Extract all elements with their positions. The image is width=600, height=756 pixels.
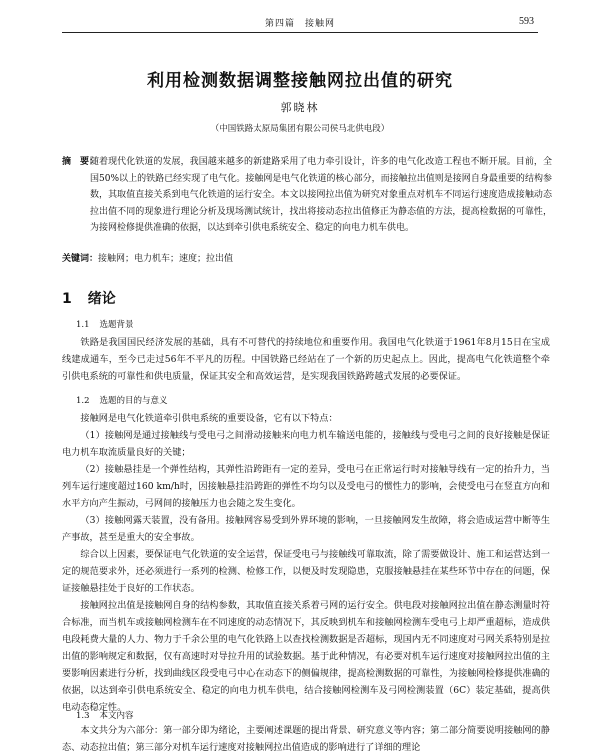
- running-header: [62, 14, 538, 33]
- section-title: 绪论: [87, 291, 116, 307]
- abstract-block: [62, 154, 552, 237]
- subsection-number: 1.3: [76, 711, 90, 721]
- abstract-text: 随着现代化铁道的发展，我国越来越多的新建路采用了电力牵引设计，许多的电气化改造工程也不断开展。目前，全国50%以上的铁路已经实现了电气化。接触网是电气化铁道的核心部分，而接触拉出值则是接网自身最重要的结构参数，其取值直接关系到电气化铁道的运行安全。本文以接网拉出值为研究对象重点对机车不同运行速度造成接触动态拉出值不同的现象进行理论分析及现场测试统计，找出将接动态拉出值修正为静态值的方法，提高检数据的可靠性，为接网检修提供准确的依据，以达到牵引供电系统安全、稳定的向电力机车供电。: [90, 157, 552, 233]
- subsection-title: 本文内容: [99, 711, 134, 721]
- keywords-label: 关键词：: [62, 254, 99, 264]
- body-paragraph: 接触网拉出值是接触网自身的结构参数，其取值直接关系着弓网的运行安全。供电段对接触网拉出值在静态测量时符合标准，而当机车或接触网检测车在不同速度的动态情况下，其反映到机车和接触网检测车受电弓上却严重超标，造成供电段耗费大量的人力、物力于千余公里的电气化铁路上以查找检测数据是否超标，现国内无不同速度对弓网关系特别是拉出值的影响规定和数据，仅有高速时对导拉升用的试验数据。基于此种情况，有必要对机车运行速度对接触网拉出值的主要影响因素进行分析，找到曲线区段受电弓中心在动态下的侧偏规律，提高检测数据的可靠性，为接触网检修提供准确的依据，以达到牵引供电系统安全、稳定的向电力机车供电，结合接触网检测车及弓网检测装置（6C）装定基础，提高供电动态稳定性。: [62, 600, 550, 713]
- subsection-heading-1-1: [76, 318, 134, 330]
- author-affiliation: （中国铁路太原局集团有限公司侯马北供电段）: [210, 124, 390, 134]
- keywords-text: 接触网；电力机车；速度；拉出值: [98, 254, 234, 264]
- subsection-heading-1-2: [76, 394, 168, 406]
- page-number: 593: [519, 16, 534, 27]
- body-paragraph: （1）接触网是通过接触线与受电弓之间滑动接触来向电力机车输送电能的，接触线与受电弓之间的良好接触是保证电力机车取流质量良好的关键；: [62, 430, 550, 458]
- subsection-heading-1-3: [76, 709, 134, 721]
- body-paragraph: 综合以上因素，要保证电气化铁道的安全运营，保证受电弓与接触线可靠取流，除了需要做设计、施工和运营达到一定的规范要求外，还必须进行一系列的检测、检修工作，以便及时发现隐患，克服接触悬挂在某些环节中存在的问题，保证接触悬挂处于良好的工作状态。: [62, 549, 550, 594]
- paragraph-background: [62, 334, 550, 385]
- chapter-label: 第四篇 接触网: [264, 19, 335, 29]
- section-number: 1: [62, 291, 72, 307]
- body-paragraph: 本文共分为六部分：第一部分即为绪论，主要阐述课题的提出背景、研究意义等内容；第二部分简要说明接触网的静态、动态拉出值；第三部分对机车运行速度对接触网拉出值造成的影响进行了详细的理论: [62, 725, 550, 753]
- section-heading: [62, 288, 116, 308]
- subsection-number: 1.2: [76, 396, 90, 406]
- body-paragraph: （2）接触悬挂是一个弹性结构，其弹性沿跨距有一定的差异，受电弓在正常运行时对接触导线有一定的抬升力，当列车运行速度超过160 km/h时，因接触悬挂沿跨距的弹性不均匀以及受电弓的惯性力的影响，会使受电弓在竖直方向和水平方向产生振动，弓网间的接触压力也会随之发生变化。: [62, 464, 550, 509]
- body-paragraph: 铁路是我国国民经济发展的基础，具有不可替代的持续地位和重要作用。我国电气化铁道于1961年8月15日在宝成线建成通车，至今已走过56年不平凡的历程。中国铁路已经站在了一个新的历史起点上。因此，提高电气化铁道整个牵引供电系统的可靠性和供电质量，保证其安全和高效运营，是实现我国铁路跨越式发展的必要保证。: [62, 337, 550, 382]
- paper-title: 利用检测数据调整接触网拉出值的研究: [147, 71, 453, 91]
- subsection-title: 选题的目的与意义: [99, 396, 168, 406]
- body-paragraph: 接触网是电气化铁道牵引供电系统的重要设备，它有以下特点：: [80, 413, 338, 424]
- abstract-label: 摘 要：: [62, 157, 99, 167]
- contents-paragraph: [62, 722, 550, 756]
- purpose-paragraphs: [62, 410, 550, 716]
- body-paragraph: （3）接触网露天装置，没有备用。接触网容易受到外界环境的影响，一旦接触网发生故障，将会造成运营中断等生产事故，甚至是重大的安全事故。: [62, 515, 550, 543]
- author-name: 郭晓林: [280, 101, 320, 114]
- subsection-number: 1.1: [76, 320, 90, 330]
- keywords-block: [62, 251, 552, 264]
- subsection-title: 选题背景: [99, 320, 134, 330]
